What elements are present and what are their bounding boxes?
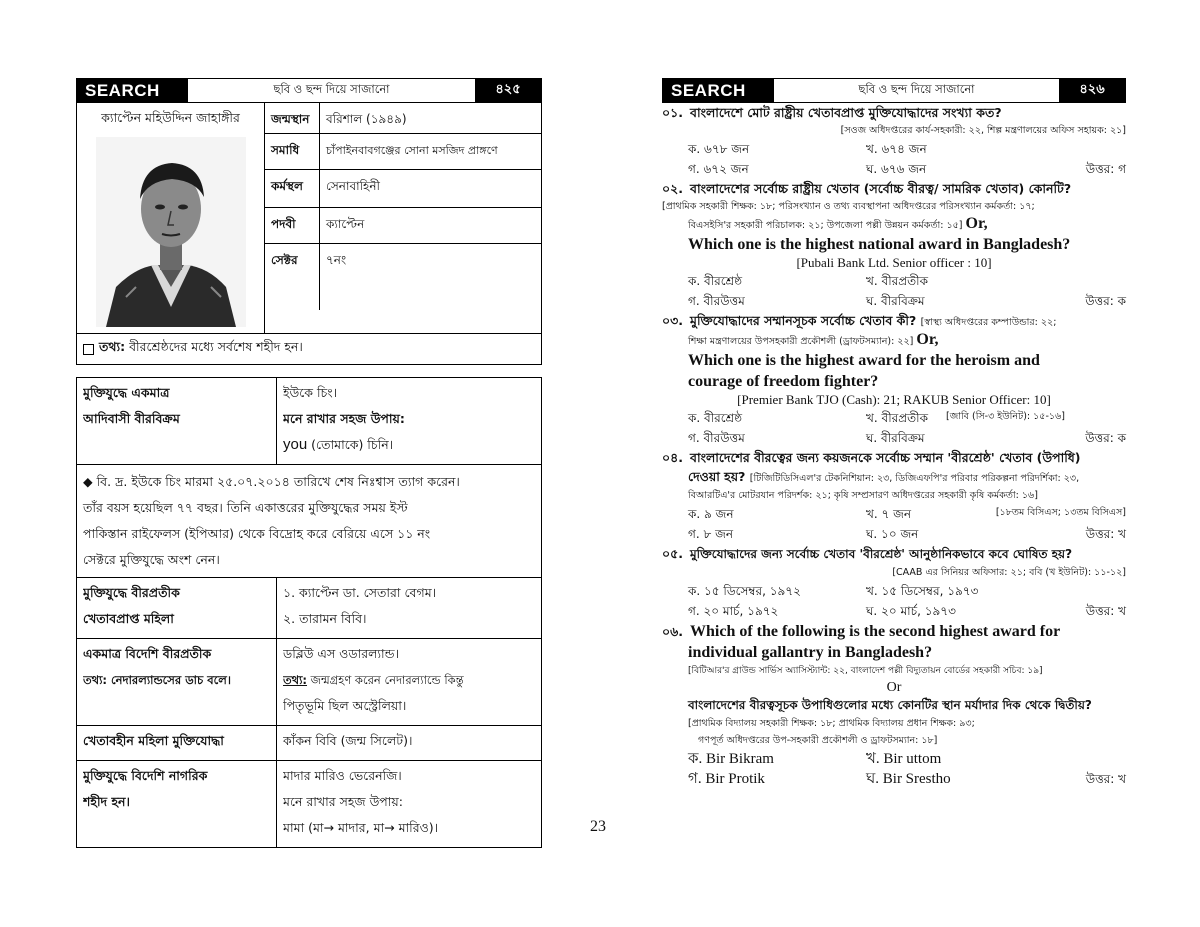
fact-answer: ২. তারামন বিবি। — [283, 611, 367, 626]
facts-table — [76, 377, 542, 848]
fact-answer: ইউকে চিং। — [283, 385, 338, 400]
search-label: SEARCH — [663, 79, 773, 102]
or-label: Or — [886, 680, 902, 695]
note-line: পাকিস্তান রাইফেলস (ইপিআর) থেকে বিদ্রোহ করে বেরিয়ে এসে ১১ নং — [83, 526, 431, 541]
fact-row — [77, 378, 541, 465]
question-number: ০১. — [662, 105, 683, 120]
birthplace-row — [265, 103, 541, 134]
question-1 — [662, 103, 1126, 179]
option-c: গ. ৮ জন — [688, 527, 733, 541]
mnemonic-word: you — [283, 436, 308, 453]
fact-row — [77, 578, 541, 639]
grave-row — [265, 134, 541, 170]
fact-title: তথ্য: নেদারল্যান্ডসের ডাচ বলে। — [83, 673, 231, 687]
answer: উত্তর: গ — [1085, 162, 1126, 176]
note-line: তাঁর বয়স হয়েছিল ৭৭ বছর। তিনি একাত্তরের মুক্তিযুদ্ধের সময় ইস্ট — [83, 500, 408, 515]
fact-title: মুক্তিযুদ্ধে বিদেশি নাগরিক — [83, 768, 208, 783]
fact-note — [77, 465, 541, 578]
option-b: খ. ৭ জন — [866, 507, 912, 521]
option-c: গ. Bir Protik — [688, 771, 765, 787]
workplace-row — [265, 170, 541, 208]
question-source: [প্রাথমিক বিদ্যালয় সহকারী শিক্ষক: ১৮; প্রাথমিক বিদ্যালয় প্রধান শিক্ষক: ৯৩; — [688, 718, 975, 729]
option-d: ঘ. Bir Srestho — [866, 771, 951, 787]
option-d: ঘ. বীরবিক্রম — [866, 294, 925, 308]
fact-answer: ডব্লিউ এস ওডারল্যান্ড। — [283, 646, 400, 661]
question-english: Which one is the highest national award in Bangladesh? — [688, 236, 1071, 253]
answer: উত্তর: খ — [1085, 604, 1126, 618]
fact-detail: জন্মগ্রহণ করেন নেদারল্যান্ডে কিন্তু — [310, 673, 464, 687]
or-label: Or, — [916, 331, 939, 348]
fact-title: শহীদ হন। — [83, 794, 130, 809]
question-text: বাংলাদেশের বীরত্বের জন্য কয়জনকে সর্বোচ্চ সম্মান 'বীরশ্রেষ্ঠ' খেতাব (উপাধি) — [690, 450, 1081, 465]
fact-row — [77, 761, 541, 847]
question-source: [টিজিটিডিসিএল'র টেকনিশিয়ান: ২৩, ডিজিএফপি'র পরিবার পরিকল্পনা পরিদর্শিকা: ২৩, — [749, 473, 1080, 484]
option-b: খ. বীরপ্রতীক — [866, 274, 929, 288]
row-value: ৭নং — [326, 253, 347, 267]
sector-row — [265, 244, 541, 310]
question-text: বাংলাদেশের বীরত্বসূচক উপাধিগুলোর মধ্যে কোনটির স্থান মর্যাদার দিক থেকে দ্বিতীয়? — [688, 698, 1092, 712]
left-page — [76, 78, 542, 848]
question-english: Which of the following is the second highest award for — [690, 623, 1061, 640]
search-label: SEARCH — [77, 79, 187, 102]
question-source: শিক্ষা মন্ত্রণালয়ের উপসহকারী প্রকৌশলী (ড্রাফটসম্যান): ২২] — [688, 336, 914, 347]
row-label: সেক্টর — [265, 244, 320, 310]
chapter-title: ছবি ও ছন্দ দিয়ে সাজানো — [187, 79, 475, 102]
info-text: বীরশ্রেষ্ঠদের মধ্যে সর্বশেষ শহীদ হন। — [129, 339, 303, 354]
question-source: [CAAB এর সিনিয়র অফিসার: ২১; ববি (খ ইউনিট): ১১-১২] — [892, 567, 1126, 578]
or-label: Or, — [965, 215, 988, 232]
profile-details — [265, 103, 541, 333]
option-b: খ. ৬৭৪ জন — [866, 142, 927, 156]
question-source: [Premier Bank TJO (Cash): 21; RAKUB Senior Officer: 10] — [737, 392, 1051, 407]
question-source: [Pubali Bank Ltd. Senior officer : 10] — [796, 255, 992, 270]
row-label: কর্মস্থল — [265, 170, 320, 207]
book-page-number: ৪২৬ — [1059, 79, 1125, 102]
question-source: [স্বাস্থ্য অধিদপ্তরের কম্পাউন্ডার: ২২; — [920, 317, 1057, 328]
answer: উত্তর: ক — [1085, 294, 1126, 308]
question-number: ০৫. — [662, 546, 683, 561]
question-source: গণপূর্ত অধিদপ্তরের উপ-সহকারী প্রকৌশলী ও ড্রাফটসম্যান: ১৮] — [698, 735, 938, 746]
fact-title: খেতাবহীন মহিলা মুক্তিযোদ্ধা — [83, 733, 224, 748]
question-english: courage of freedom fighter? — [688, 373, 879, 390]
fact-title: মুক্তিযুদ্ধে একমাত্র — [83, 385, 170, 400]
fact-answer: ১. ক্যাপ্টেন ডা. সেতারা বেগম। — [283, 585, 437, 600]
page-number: 23 — [590, 818, 606, 835]
chapter-title: ছবি ও ছন্দ দিয়ে সাজানো — [773, 79, 1059, 102]
question-text: দেওয়া হয়? — [688, 469, 746, 484]
question-2 — [662, 179, 1126, 311]
question-3 — [662, 311, 1126, 448]
row-value: বরিশাল (১৯৪৯) — [326, 112, 407, 126]
question-5 — [662, 544, 1126, 621]
question-number: ০৪. — [662, 450, 683, 465]
answer: উত্তর: খ — [1085, 527, 1126, 541]
row-label: জন্মস্থান — [265, 103, 320, 133]
question-number: ০৬. — [662, 624, 684, 639]
question-text: বাংলাদেশের সর্বোচ্চ রাষ্ট্রীয় খেতাব (সর্বোচ্চ বীরত্ব/ সামরিক খেতাব) কোনটি? — [690, 181, 1072, 196]
fact-answer: কাঁকন বিবি (জন্ম সিলেট)। — [283, 733, 413, 748]
question-english: Which one is the highest award for the heroism and — [688, 352, 1040, 369]
fact-title: খেতাবপ্রাপ্ত মহিলা — [83, 611, 174, 626]
answer: উত্তর: ক — [1085, 431, 1126, 445]
fact-title: আদিবাসী বীরবিক্রম — [83, 411, 180, 426]
fact-row — [77, 639, 541, 726]
note-line: ◆ বি. দ্র. ইউকে চিং মারমা ২৫.০৭.২০১৪ তারিখে শেষ নিঃশ্বাস ত্যাগ করেন। — [83, 474, 460, 489]
fact-detail: পিতৃভূমি ছিল অস্ট্রেলিয়া। — [283, 698, 407, 713]
rank-row — [265, 208, 541, 244]
question-source: বিআরটিএ'র মোটরযান পরিদর্শক: ২১; কৃষি সম্প্রসারণ অধিদপ্তরের সহকারী কৃষি কর্মকর্তা: ১৬] — [688, 490, 1038, 501]
question-english: individual gallantry in Bangladesh? — [688, 644, 933, 661]
option-b: খ. ১৫ ডিসেম্বর, ১৯৭৩ — [866, 584, 979, 598]
row-value: সেনাবাহিনী — [326, 179, 380, 193]
question-number: ০২. — [662, 181, 684, 196]
option-c: গ. ২০ মার্চ, ১৯৭২ — [688, 604, 779, 618]
option-d: ঘ. ৬৭৬ জন — [866, 162, 927, 176]
fact-row — [77, 726, 541, 761]
option-d: ঘ. ২০ মার্চ, ১৯৭৩ — [866, 604, 956, 618]
fact-title: একমাত্র বিদেশি বীরপ্রতীক — [83, 646, 212, 661]
question-source: [প্রাথমিক সহকারী শিক্ষক: ১৮; পরিসংখ্যান ও তথ্য ব্যবস্থাপনা অধিদপ্তরের পরিসংখ্যান কর্মকর্তা: ১৭; — [662, 201, 1035, 212]
option-a: ক. বীরশ্রেষ্ঠ — [688, 274, 743, 288]
option-d: ঘ. ১০ জন — [866, 527, 919, 541]
row-value: ক্যাপ্টেন — [326, 217, 365, 231]
right-page — [662, 78, 1126, 789]
question-6 — [662, 621, 1126, 789]
question-source: [বিটিআর'র গ্রাউন্ড সার্ভিস অ্যাসিস্ট্যান্ট: ২২, বাংলাদেশ পল্লী বিদ্যুতায়ন বোর্ডের সহকারী সচিব: ১৯] — [688, 666, 1043, 676]
question-source: [জাবি (সি-৩ ইউনিট): ১৫-১৬] — [946, 411, 1065, 422]
question-text: মুক্তিযোদ্ধাদের সম্মানসূচক সর্বোচ্চ খেতাব কী? — [690, 313, 917, 328]
option-c: গ. ৬৭২ জন — [688, 162, 749, 176]
option-b: খ. Bir uttom — [866, 751, 942, 767]
checkbox-icon — [83, 344, 94, 355]
profile-info — [76, 334, 542, 365]
question-4 — [662, 448, 1126, 544]
info-label: তথ্য: — [283, 673, 308, 687]
left-header — [76, 78, 542, 103]
profile-name: ক্যাপ্টেন মহিউদ্দিন জাহাঙ্গীর — [101, 110, 240, 125]
option-c: গ. বীরউত্তম — [688, 294, 745, 308]
row-value: চাঁপাইনবাবগঞ্জের সোনা মসজিদ প্রাঙ্গণে — [326, 144, 498, 157]
question-text: বাংলাদেশে মোট রাষ্ট্রীয় খেতাবপ্রাপ্ত মুক্তিযোদ্ধাদের সংখ্যা কত? — [690, 105, 1002, 120]
option-d: ঘ. বীরবিক্রম — [866, 431, 925, 445]
fact-answer: মাদার মারিও ভেরেনজি। — [283, 768, 402, 783]
option-c: গ. বীরউত্তম — [688, 431, 745, 445]
mnemonic-label: মনে রাখার সহজ উপায়: — [283, 794, 403, 809]
fact-title: মুক্তিযুদ্ধে বীরপ্রতীক — [83, 585, 180, 600]
book-page-number: ৪২৫ — [475, 79, 541, 102]
option-a: ক. বীরশ্রেষ্ঠ — [688, 411, 743, 425]
option-a: ক. ১৫ ডিসেম্বর, ১৯৭২ — [688, 584, 801, 598]
question-text: মুক্তিযোদ্ধাদের জন্য সর্বোচ্চ খেতাব 'বীরশ্রেষ্ঠ' আনুষ্ঠানিকভাবে কবে ঘোষিত হয়? — [690, 547, 1073, 561]
answer: উত্তর: খ — [1085, 772, 1126, 786]
profile-card — [76, 103, 542, 334]
question-source: [সওজ অধিদপ্তরের কার্য-সহকারী: ২২, শিল্প মন্ত্রণালয়ের অফিস সহায়ক: ২১] — [840, 125, 1126, 136]
question-number: ০৩. — [662, 313, 684, 328]
question-source: [১৮তম বিসিএস; ১৩তম বিসিএস] — [995, 507, 1126, 518]
option-b: খ. বীরপ্রতীক — [866, 411, 929, 425]
option-a: ক. Bir Bikram — [688, 751, 774, 767]
note-line: সেক্টরে মুক্তিযুদ্ধে অংশ নেন। — [83, 552, 220, 567]
mnemonic-text: (তোমাকে) চিনি। — [311, 437, 394, 452]
mnemonic-label: মনে রাখার সহজ উপায়: — [283, 411, 405, 426]
portrait-image — [96, 137, 246, 327]
row-label: পদবী — [265, 208, 320, 243]
right-header — [662, 78, 1126, 103]
question-source: বিএসইসি'র সহকারী পরিচালক: ২১; উপজেলা পল্লী উন্নয়ন কর্মকর্তা: ১৫] — [688, 220, 963, 231]
mnemonic-text: মামা (মা→ মাদার, মা→ মারিও)। — [283, 820, 439, 835]
row-label: সমাধি — [265, 134, 320, 169]
option-a: ক. ৯ জন — [688, 507, 734, 521]
profile-photo-cell — [77, 103, 265, 333]
option-a: ক. ৬৭৮ জন — [688, 142, 750, 156]
info-label: তথ্য: — [99, 339, 126, 354]
